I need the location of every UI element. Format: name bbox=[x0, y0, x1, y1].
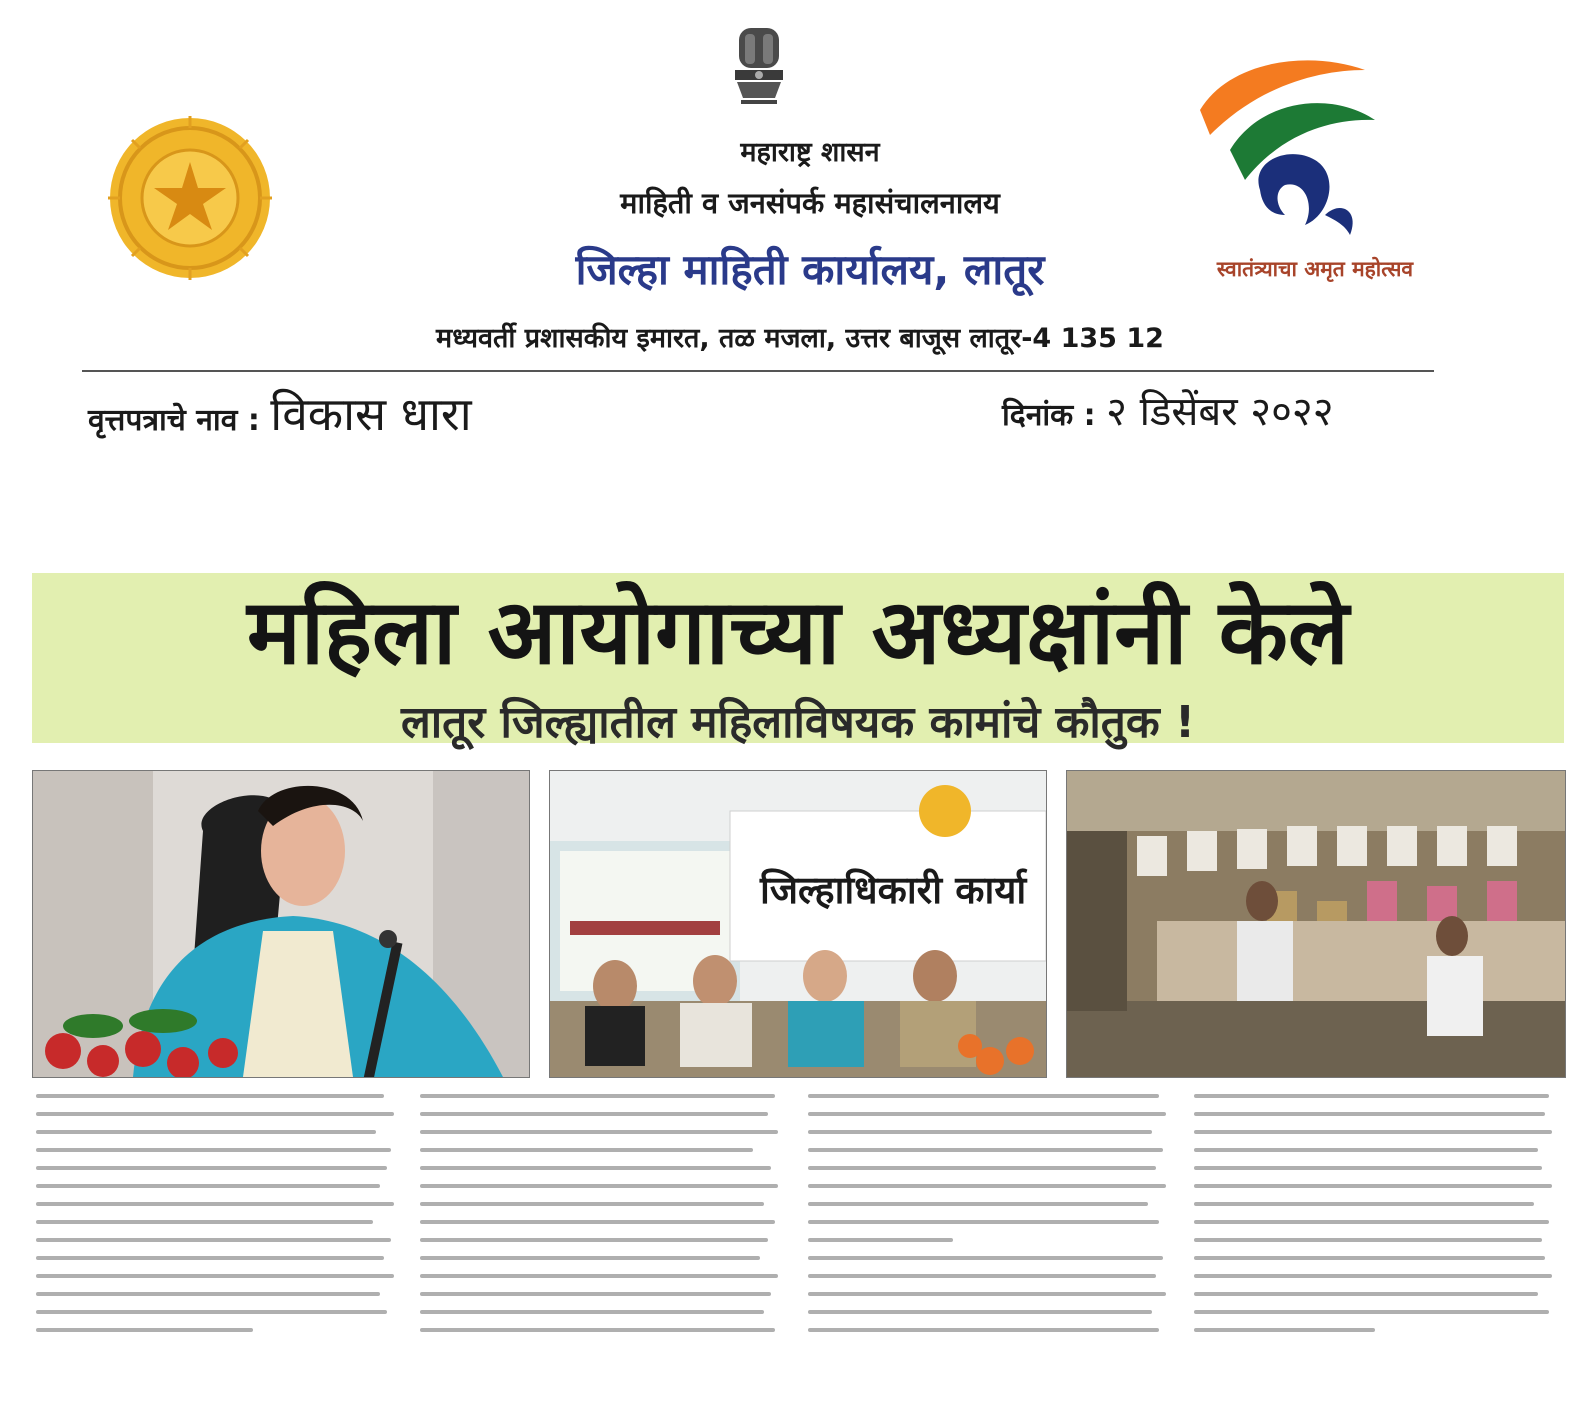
article-column-2 bbox=[420, 1094, 782, 1389]
header-divider bbox=[82, 370, 1434, 372]
department-name: माहिती व जनसंपर्क महासंचालनालय bbox=[620, 186, 1000, 220]
photo-speaker-at-microphone bbox=[32, 770, 530, 1078]
office-address: मध्यवर्ती प्रशासकीय इमारत, तळ मजला, उत्तर बाजूस लातूर-4 135 12 bbox=[436, 323, 1164, 354]
photo-audience-hall bbox=[1066, 770, 1566, 1078]
date-value: २ डिसेंबर २०२२ bbox=[1106, 389, 1334, 435]
article-column-4 bbox=[1194, 1094, 1556, 1389]
article-subheadline: लातूर जिल्ह्यातील महिलाविषयक कामांचे कौतुक ! bbox=[400, 697, 1196, 748]
newspaper-label: वृत्तपत्राचे नाव : bbox=[88, 403, 260, 438]
date-line bbox=[1002, 382, 1334, 437]
amrit-mahotsav-logo-icon bbox=[1190, 40, 1390, 250]
article-column-1 bbox=[36, 1094, 398, 1389]
office-name: जिल्हा माहिती कार्यालय, लातूर bbox=[575, 245, 1045, 294]
article-column-3 bbox=[808, 1094, 1170, 1389]
ashoka-emblem-icon bbox=[731, 24, 787, 106]
newspaper-name: विकास धारा bbox=[270, 387, 472, 441]
date-label: दिनांक : bbox=[1002, 398, 1096, 433]
amrit-mahotsav-caption: स्वातंत्र्याचा अमृत महोत्सव bbox=[1216, 257, 1414, 281]
government-name: महाराष्ट्र शासन bbox=[740, 137, 880, 168]
article-headline: महिला आयोगाच्या अध्यक्षांनी केले bbox=[247, 580, 1349, 685]
photo-dais-officials bbox=[549, 770, 1047, 1078]
maharashtra-seal-icon bbox=[102, 110, 278, 286]
newspaper-line bbox=[88, 382, 472, 444]
photo-2-banner-text: जिल्हाधिकारी कार्या bbox=[760, 868, 1027, 912]
